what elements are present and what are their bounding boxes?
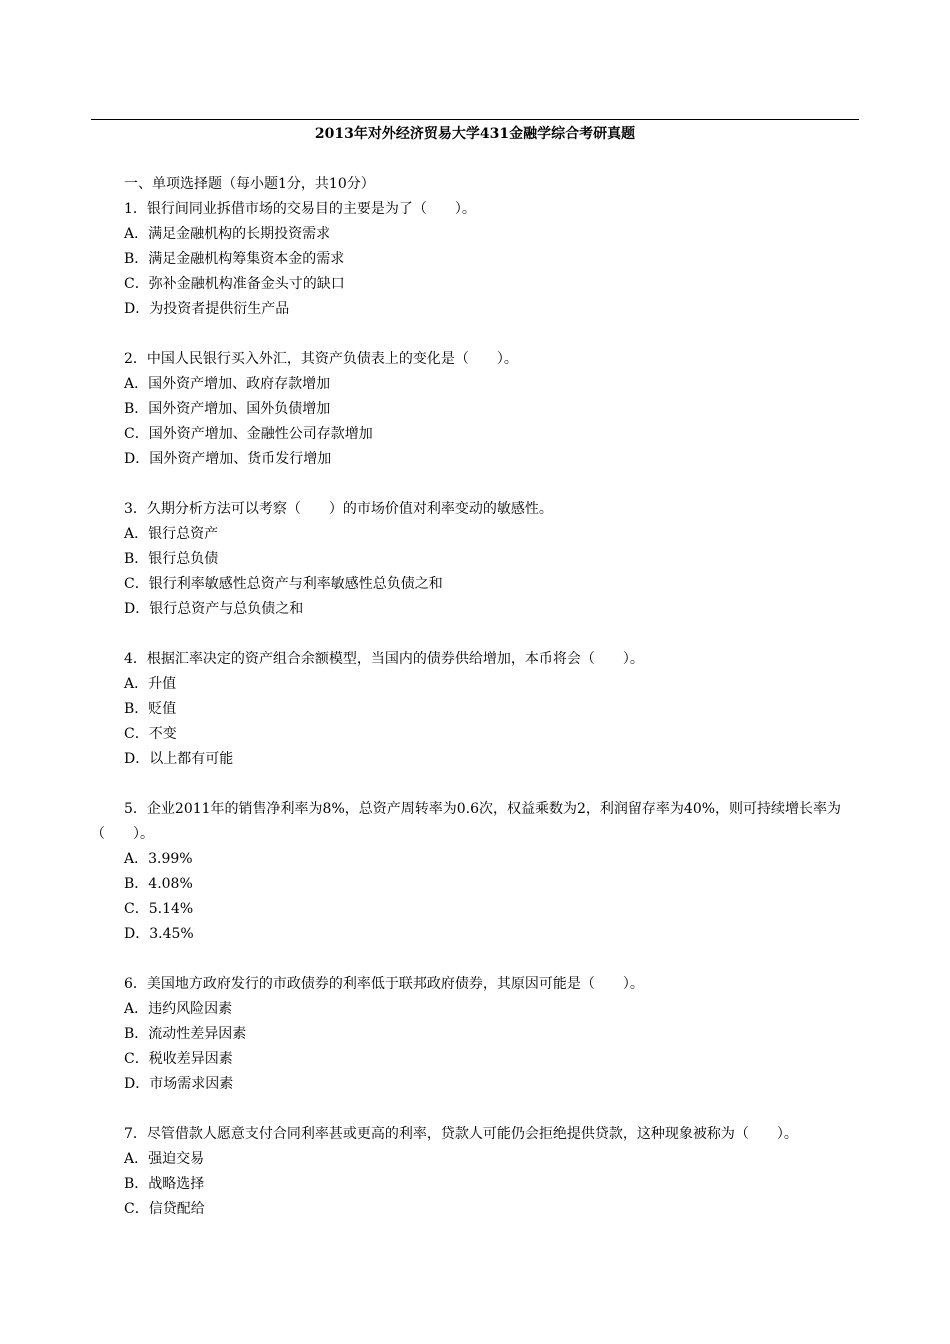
option-list [91, 672, 861, 772]
option-d: D．国外资产增加、货币发行增加 [124, 451, 332, 467]
header-rule [91, 119, 859, 120]
option-d: D．为投资者提供衍生产品 [124, 301, 290, 317]
document-title: 2013年对外经济贸易大学431金融学综合考研真题 [314, 126, 636, 142]
option-c: C．5.14% [124, 901, 194, 917]
option-list [91, 222, 861, 322]
question-5 [91, 797, 861, 947]
option-a: A．强迫交易 [124, 1151, 205, 1167]
option-d: D．以上都有可能 [124, 751, 234, 767]
option-b: B．满足金融机构筹集资本金的需求 [124, 251, 345, 267]
option-b: B．4.08% [124, 876, 193, 892]
option-c: C．弥补金融机构准备金头寸的缺口 [124, 276, 345, 292]
option-c: C．不变 [124, 726, 177, 742]
option-d: D．3.45% [124, 926, 194, 942]
option-list [91, 522, 861, 622]
option-b: B．国外资产增加、国外负债增加 [124, 401, 331, 417]
question-3 [91, 497, 861, 622]
option-c: C．信贷配给 [124, 1201, 205, 1217]
option-d: D．市场需求因素 [124, 1076, 234, 1092]
option-b: B．战略选择 [124, 1176, 205, 1192]
question-stem: 2．中国人民银行买入外汇，其资产负债表上的变化是（ ）。 [124, 351, 518, 367]
option-a: A．升值 [124, 676, 177, 692]
option-b: B．流动性差异因素 [124, 1026, 247, 1042]
question-stem: 6．美国地方政府发行的市政债券的利率低于联邦政府债券，其原因可能是（ ）。 [124, 976, 644, 992]
question-4 [91, 647, 861, 772]
question-stem: 3．久期分析方法可以考察（ ）的市场价值对利率变动的敏感性。 [124, 501, 553, 517]
question-6 [91, 972, 861, 1097]
question-1 [91, 197, 861, 322]
question-stem: 4．根据汇率决定的资产组合余额模型，当国内的债券供给增加，本币将会（ ）。 [124, 651, 644, 667]
option-a: A．国外资产增加、政府存款增加 [124, 376, 331, 392]
option-a: A．满足金融机构的长期投资需求 [124, 226, 331, 242]
question-stem: 1．银行间同业拆借市场的交易目的主要是为了（ ）。 [124, 201, 476, 217]
option-b: B．贬值 [124, 701, 177, 717]
option-c: C．银行利率敏感性总资产与利率敏感性总负债之和 [124, 576, 443, 592]
option-c: C．国外资产增加、金融性公司存款增加 [124, 426, 373, 442]
option-a: A．银行总资产 [124, 526, 219, 542]
question-stem: 7．尽管借款人愿意支付合同利率甚或更高的利率，贷款人可能仍会拒绝提供贷款，这种现象被称为（ ）。 [124, 1126, 798, 1142]
option-a: A．3.99% [124, 851, 193, 867]
option-list [91, 997, 861, 1097]
option-list [91, 372, 861, 472]
section-heading: 一、单项选择题（每小题1分，共10分） [124, 176, 375, 192]
option-c: C．税收差异因素 [124, 1051, 233, 1067]
option-d: D．银行总资产与总负债之和 [124, 601, 304, 617]
option-b: B．银行总负债 [124, 551, 219, 567]
option-a: A．违约风险因素 [124, 1001, 233, 1017]
question-stem: 5．企业2011年的销售净利率为8%，总资产周转率为0.6次，权益乘数为2，利润留存率为40%，则可持续增长率为（ ）。 [91, 801, 842, 842]
document-body [91, 172, 861, 1222]
option-list [91, 847, 861, 947]
option-list [91, 1147, 861, 1222]
question-2 [91, 347, 861, 472]
question-7 [91, 1122, 861, 1222]
